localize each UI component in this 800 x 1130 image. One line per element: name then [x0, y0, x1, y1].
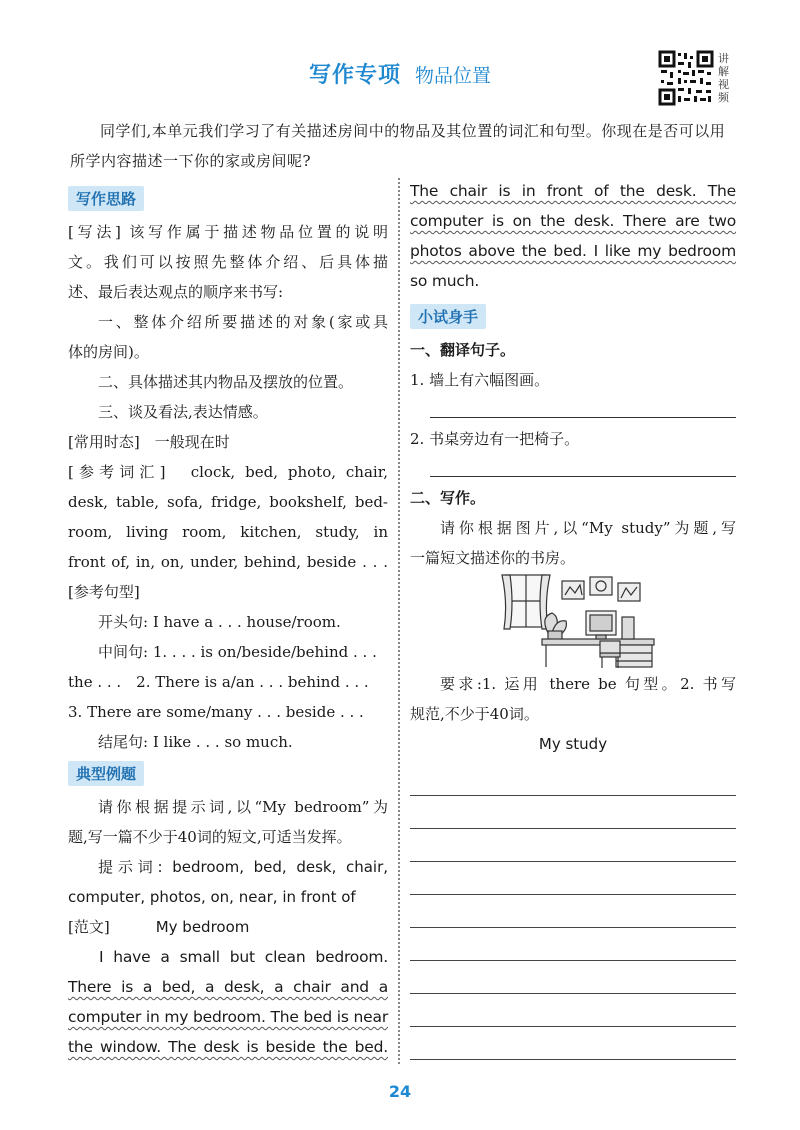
title-main: 写作专项	[308, 63, 401, 88]
writing-line[interactable]	[410, 994, 736, 1027]
question-2: 2. 书桌旁边有一把椅子。	[410, 430, 580, 448]
common-tense: [常用时态] 一般现在时	[68, 433, 230, 451]
example-prompt: 请你根据提示词,以“My bedroom”为 题,写一篇不少于40词的短文,可适当发挥。 提示词: bedroom, bed, desk, chair, computer, photos, on, near, in front of	[68, 798, 388, 906]
left-column	[68, 186, 388, 1062]
writing-line[interactable]	[410, 796, 736, 829]
writing-line[interactable]	[410, 961, 736, 994]
section-tag-try-it: 小试身手	[410, 304, 486, 329]
section-tag-typical-example: 典型例题	[68, 761, 144, 786]
page-number: 24	[388, 1082, 412, 1101]
qr-code-icon[interactable]	[658, 50, 714, 106]
answer-line-1[interactable]	[430, 399, 736, 418]
writing-line[interactable]	[410, 928, 736, 961]
reference-sentence-label: [参考句型]	[68, 583, 140, 601]
writing-method: [写法] 该写作属于描述物品位置的说明 文。我们可以按照先整体介绍、后具体描 述、最后表达观点的顺序来书写:	[68, 223, 388, 301]
right-column	[410, 176, 736, 1060]
part2-heading: 二、写作。	[410, 489, 486, 507]
writing-task: 请你根据图片,以“My study”为题,写 一篇短文描述你的书房。	[410, 519, 736, 567]
question-1: 1. 墙上有六幅图画。	[410, 371, 550, 389]
model-heading	[68, 912, 388, 942]
writing-steps: 一、整体介绍所要描述的对象(家或具 体的房间)。 二、具体描述其内物品及摆放的位置。 三、谈及看法,表达情感。	[68, 313, 388, 421]
column-divider	[398, 178, 400, 1064]
model-label: [范文]	[68, 918, 110, 936]
writing-area[interactable]	[410, 763, 736, 1060]
model-title: My bedroom	[155, 918, 250, 936]
section-tag-writing-ideas: 写作思路	[68, 186, 144, 211]
writing-line[interactable]	[410, 763, 736, 796]
writing-title: My study	[538, 735, 608, 753]
writing-line[interactable]	[410, 829, 736, 862]
writing-requirements: 要求:1. 运用 there be 句型。2. 书写 规范,不少于40词。	[410, 675, 736, 723]
part1-heading: 一、翻译句子。	[410, 341, 516, 359]
model-essay-continued: The chair is in front of the desk. The computer is on the desk. There are two photos above the bed. I like my bedroom so much.	[410, 182, 736, 290]
writing-line[interactable]	[410, 862, 736, 895]
reference-vocab: [参考词汇] clock, bed, photo, chair, desk, table, sofa, fridge, bookshelf, bed- room, living room, kitchen, study, in front of, in, on, under, behind, beside . . .	[68, 463, 388, 571]
answer-line-2[interactable]	[430, 458, 736, 477]
reference-sentences: 开头句: I have a . . . house/room. 中间句: 1. . . . is on/beside/behind . . . the . . . 2. There is a/an . . . behind . . . 3. There are some/many . . . beside . . . 结尾句: I like . . . so much.	[68, 613, 377, 751]
writing-line[interactable]	[410, 895, 736, 928]
title-subtitle: 物品位置	[415, 65, 492, 87]
model-essay: I have a small but clean bedroom. There is a bed, a desk, a chair and a computer in my bedroom. The bed is near the window. The desk is beside the bed.	[68, 948, 388, 1056]
intro-paragraph: 同学们,本单元我们学习了有关描述房间中的物品及其位置的词汇和句型。你现在是否可以用所学内容描述一下你的家或房间呢?	[70, 122, 726, 170]
qr-video-label: 讲 解 视 频	[718, 52, 729, 104]
study-room-illustration	[410, 573, 736, 669]
writing-line[interactable]	[410, 1027, 736, 1060]
